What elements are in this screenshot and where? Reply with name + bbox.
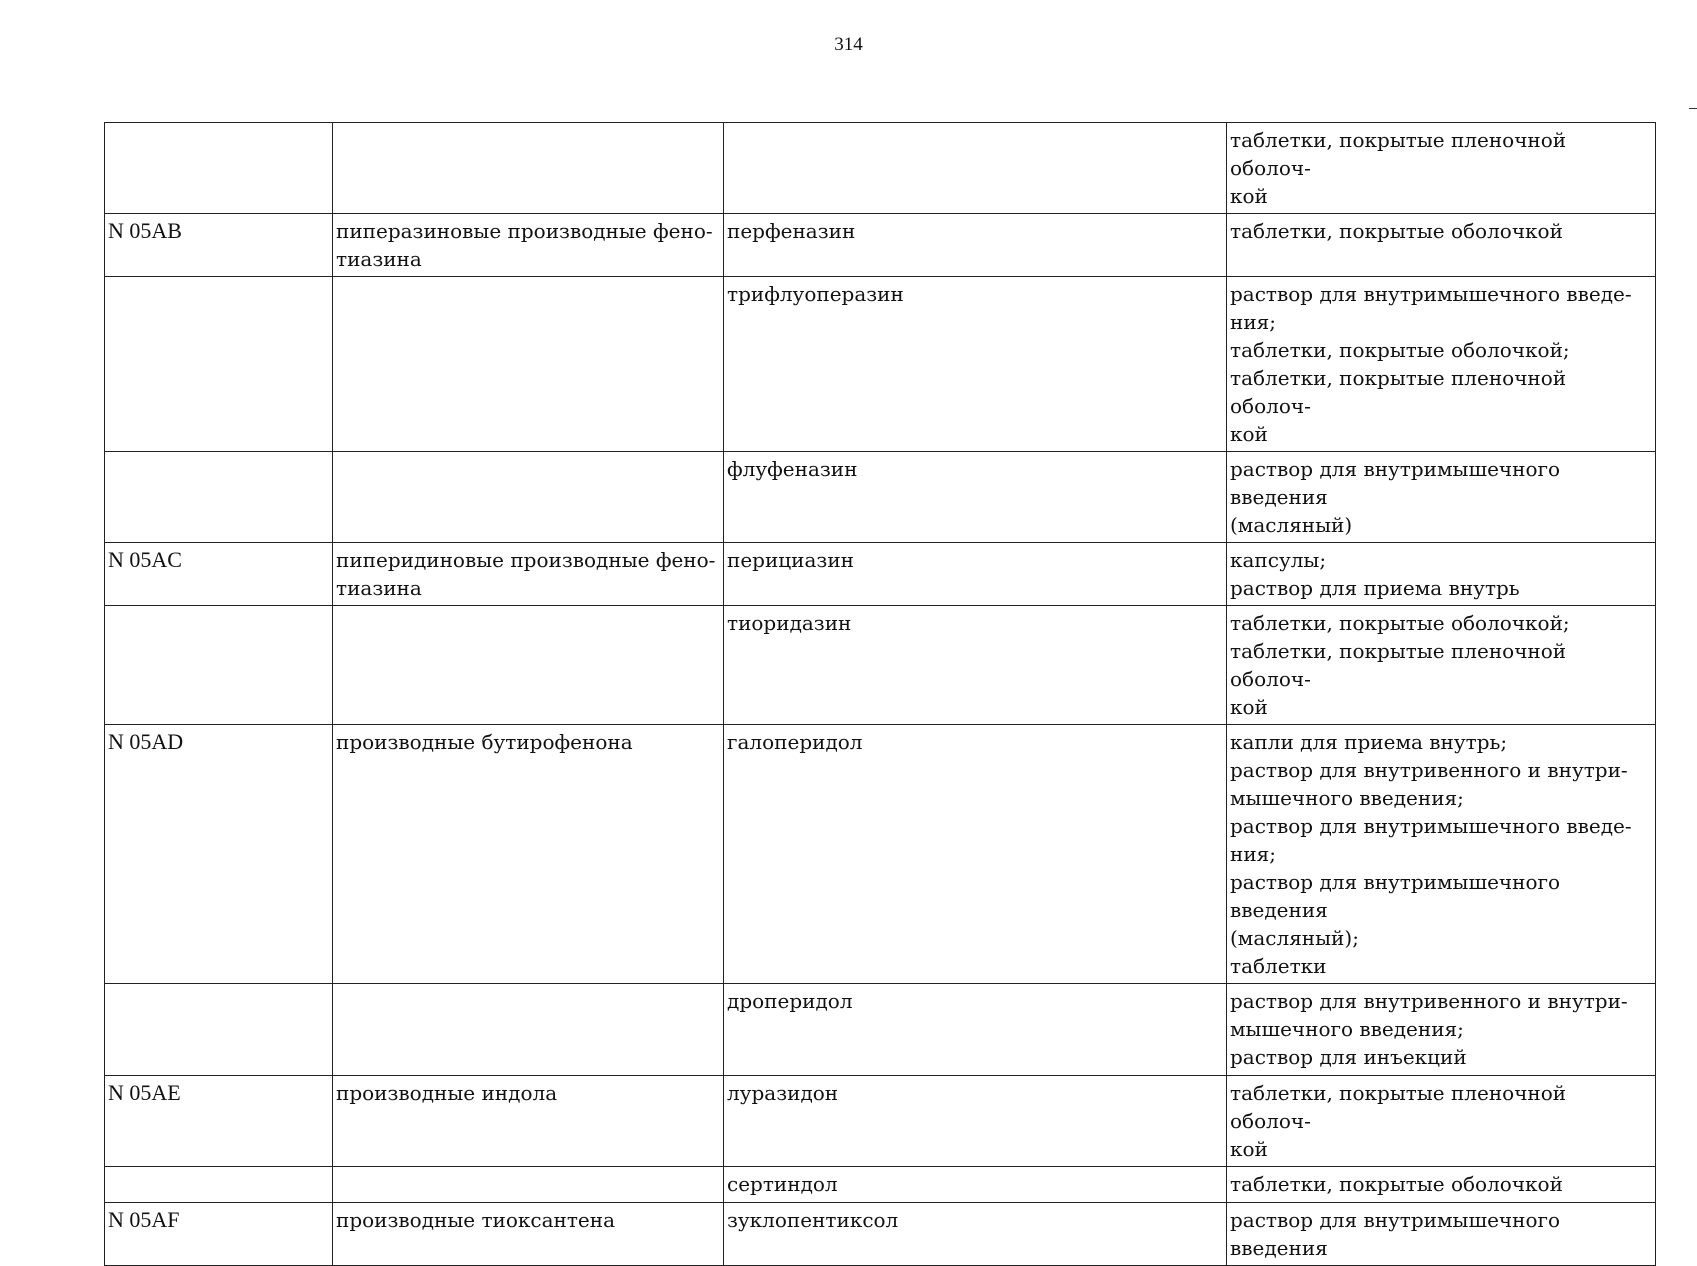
dosage-form-cell: капли для приема внутрь; раствор для внутривенного и внутри- мышечного введения; раствор для внутримышечного введе- ния; раствор для внутримышечного введения (масляный); таблетки	[1227, 725, 1656, 984]
table-row	[105, 123, 1656, 214]
atc-code-cell	[105, 123, 333, 214]
group-cell: пиперидиновые производные фено- тиазина	[333, 543, 724, 606]
dosage-form-cell: раствор для внутримышечного введения (масляный)	[1227, 452, 1656, 543]
group-cell	[333, 1167, 724, 1203]
table-row	[105, 1076, 1656, 1167]
atc-code-cell: N 05AB	[105, 214, 333, 277]
group-cell	[333, 606, 724, 725]
table-row	[105, 606, 1656, 725]
table-row	[105, 725, 1656, 984]
table-row	[105, 214, 1656, 277]
atc-code-cell: N 05AF	[105, 1203, 333, 1266]
atc-code-cell	[105, 984, 333, 1076]
substance-cell: перициазин	[724, 543, 1227, 606]
table-row	[105, 452, 1656, 543]
atc-code-cell	[105, 277, 333, 452]
group-cell: производные индола	[333, 1076, 724, 1167]
dosage-form-cell: таблетки, покрытые оболочкой	[1227, 214, 1656, 277]
dosage-form-cell: таблетки, покрытые оболочкой; таблетки, покрытые пленочной оболоч- кой	[1227, 606, 1656, 725]
substance-cell: зуклопентиксол	[724, 1203, 1227, 1266]
table-row	[105, 984, 1656, 1076]
substance-cell	[724, 123, 1227, 214]
page-number: 314	[834, 34, 863, 55]
substance-cell: луразидон	[724, 1076, 1227, 1167]
dosage-form-cell: таблетки, покрытые пленочной оболоч- кой	[1227, 123, 1656, 214]
substance-cell: дроперидол	[724, 984, 1227, 1076]
group-cell	[333, 277, 724, 452]
substance-cell: галоперидол	[724, 725, 1227, 984]
table-row	[105, 1203, 1656, 1266]
atc-code-cell: N 05AE	[105, 1076, 333, 1167]
atc-code-cell	[105, 606, 333, 725]
margin-mark	[1689, 108, 1697, 109]
table-row	[105, 543, 1656, 606]
dosage-form-cell: таблетки, покрытые пленочной оболоч- кой	[1227, 1076, 1656, 1167]
dosage-form-cell: раствор для внутримышечного введе- ния; таблетки, покрытые оболочкой; таблетки, покрытые пленочной оболоч- кой	[1227, 277, 1656, 452]
substance-cell: сертиндол	[724, 1167, 1227, 1203]
group-cell: производные бутирофенона	[333, 725, 724, 984]
substance-cell: тиоридазин	[724, 606, 1227, 725]
dosage-form-cell: таблетки, покрытые оболочкой	[1227, 1167, 1656, 1203]
group-cell	[333, 123, 724, 214]
atc-code-cell	[105, 1167, 333, 1203]
dosage-form-cell: раствор для внутривенного и внутри- мышечного введения; раствор для инъекций	[1227, 984, 1656, 1076]
atc-code-cell: N 05AC	[105, 543, 333, 606]
group-cell: производные тиоксантена	[333, 1203, 724, 1266]
dosage-form-cell: капсулы; раствор для приема внутрь	[1227, 543, 1656, 606]
table-row	[105, 1167, 1656, 1203]
dosage-form-cell: раствор для внутримышечного введения	[1227, 1203, 1656, 1266]
group-cell	[333, 452, 724, 543]
group-cell	[333, 984, 724, 1076]
drug-table	[104, 122, 1656, 1266]
substance-cell: флуфеназин	[724, 452, 1227, 543]
substance-cell: перфеназин	[724, 214, 1227, 277]
table-row	[105, 277, 1656, 452]
atc-code-cell	[105, 452, 333, 543]
atc-code-cell: N 05AD	[105, 725, 333, 984]
substance-cell: трифлуоперазин	[724, 277, 1227, 452]
group-cell: пиперазиновые производные фено- тиазина	[333, 214, 724, 277]
